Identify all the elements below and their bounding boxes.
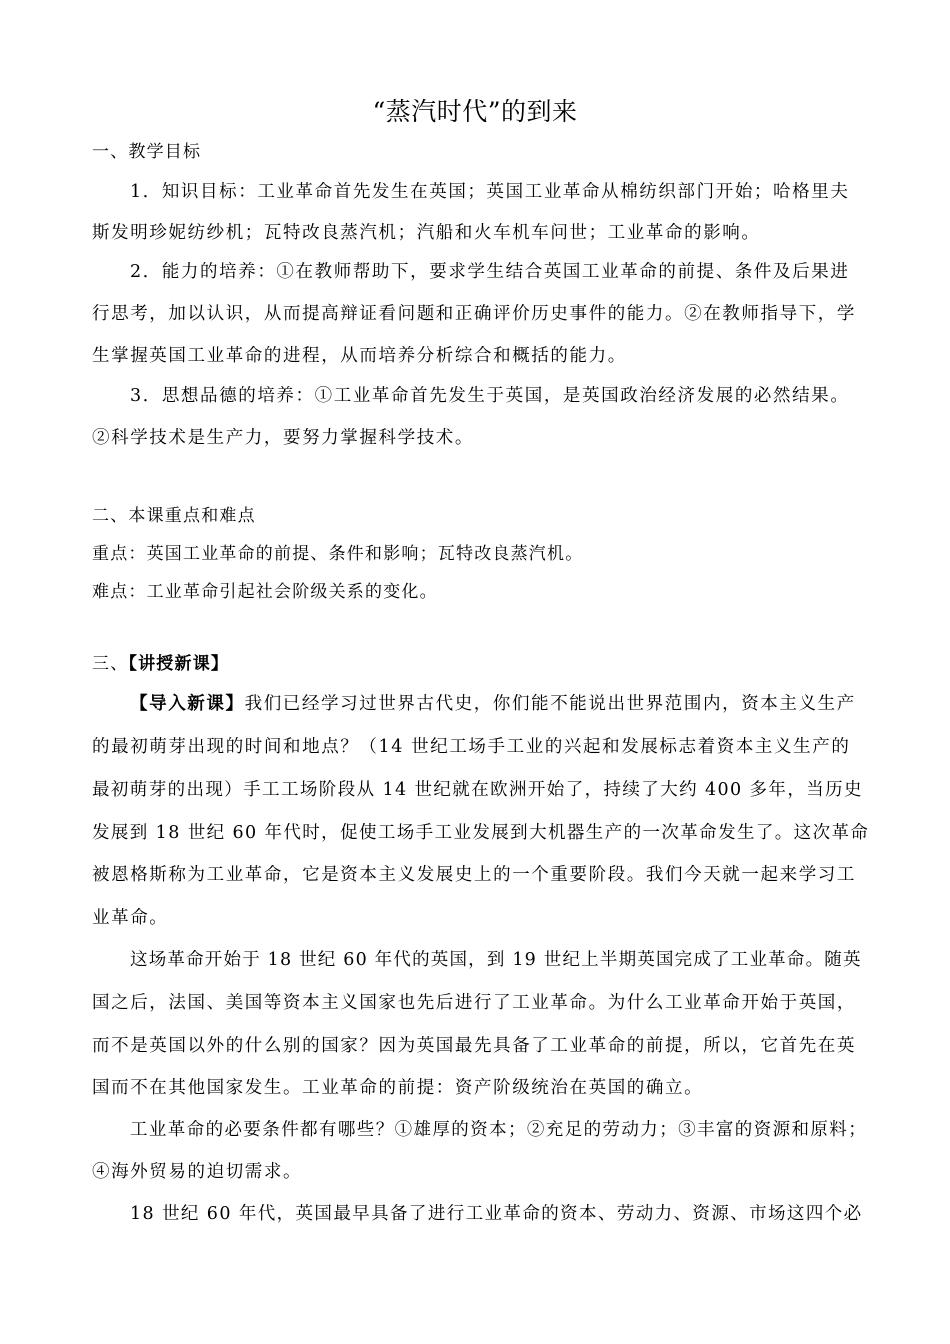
paragraph-line: 国而不在其他国家发生。工业革命的前提：资产阶级统治在英国的确立。: [92, 1078, 704, 1098]
paragraph-line: 业革命。: [92, 908, 169, 928]
section-title-bold: 【讲授新课】: [128, 654, 230, 674]
paragraph-line: 的最初萌芽出现的时间和地点？（14 世纪工场手工业的兴起和发展标志着资本主义生产的: [92, 737, 851, 757]
paragraph-line: 被恩格斯称为工业革命，它是资本主义发展史上的一个重要阶段。我们今天就一起来学习工: [92, 865, 856, 885]
key-point-line: 重点：英国工业革命的前提、条件和影响；瓦特改良蒸汽机。: [92, 544, 584, 564]
paragraph-line: 最初萌芽的出现）手工工场阶段从 14 世纪就在欧洲开始了，持续了大约 400 多年，当历史: [92, 780, 863, 800]
paragraph-line: 18 世纪 60 年代，英国最早具备了进行工业革命的资本、劳动力、资源、市场这四个必: [130, 1204, 863, 1224]
paragraph-line: 2．能力的培养：①在教师帮助下，要求学生结合英国工业革命的前提、条件及后果进: [130, 262, 850, 282]
paragraph-line: 国之后，法国、美国等资本主义国家也先后进行了工业革命。为什么工业革命开始于英国，: [92, 993, 856, 1013]
section-heading-new-lesson: [92, 650, 229, 678]
paragraph-line: 3．思想品德的培养：①工业革命首先发生于英国，是英国政治经济发展的必然结果。: [130, 386, 850, 406]
section-heading-objectives: 一、教学目标: [92, 142, 202, 162]
paragraph-line: 发展到 18 世纪 60 年代时，促使工场手工业发展到大机器生产的一次革命发生了。这次革命: [92, 823, 870, 843]
paragraph-line: 而不是英国以外的什么别的国家？因为英国最先具备了工业革命的前提，所以，它首先在英: [92, 1036, 856, 1056]
paragraph-line: 1．知识目标：工业革命首先发生在英国；英国工业革命从棉纺织部门开始；哈格里夫: [130, 182, 850, 202]
intro-label: 【导入新课】: [130, 694, 245, 714]
paragraph-line: 斯发明珍妮纺纱机；瓦特改良蒸汽机；汽船和火车机车问世；工业革命的影响。: [92, 223, 761, 243]
paragraph-line: 工业革命的必要条件都有哪些？①雄厚的资本；②充足的劳动力；③丰富的资源和原料；: [130, 1120, 868, 1140]
paragraph-line: ②科学技术是生产力，要努力掌握科学技术。: [92, 428, 474, 448]
paragraph-line: 这场革命开始于 18 世纪 60 年代的英国，到 19 世纪上半期英国完成了工业革命。随英: [130, 950, 862, 970]
section-heading-key-points: 二、本课重点和难点: [92, 506, 256, 526]
paragraph-line: 生掌握英国工业革命的进程，从而培养分析综合和概括的能力。: [92, 346, 627, 366]
section-number: 三、: [92, 654, 129, 674]
paragraph-line: [130, 689, 856, 719]
intro-text: 我们已经学习过世界古代史，你们能不能说出世界范围内，资本主义生产: [244, 694, 856, 714]
paragraph-line: 行思考，加以认识，从而提高辩证看问题和正确评价历史事件的能力。②在教师指导下，学: [92, 304, 856, 324]
document-title: “蒸汽时代”的到来: [372, 97, 578, 126]
difficult-point-line: 难点：工业革命引起社会阶级关系的变化。: [92, 582, 438, 602]
paragraph-line: ④海外贸易的迫切需求。: [92, 1162, 303, 1182]
